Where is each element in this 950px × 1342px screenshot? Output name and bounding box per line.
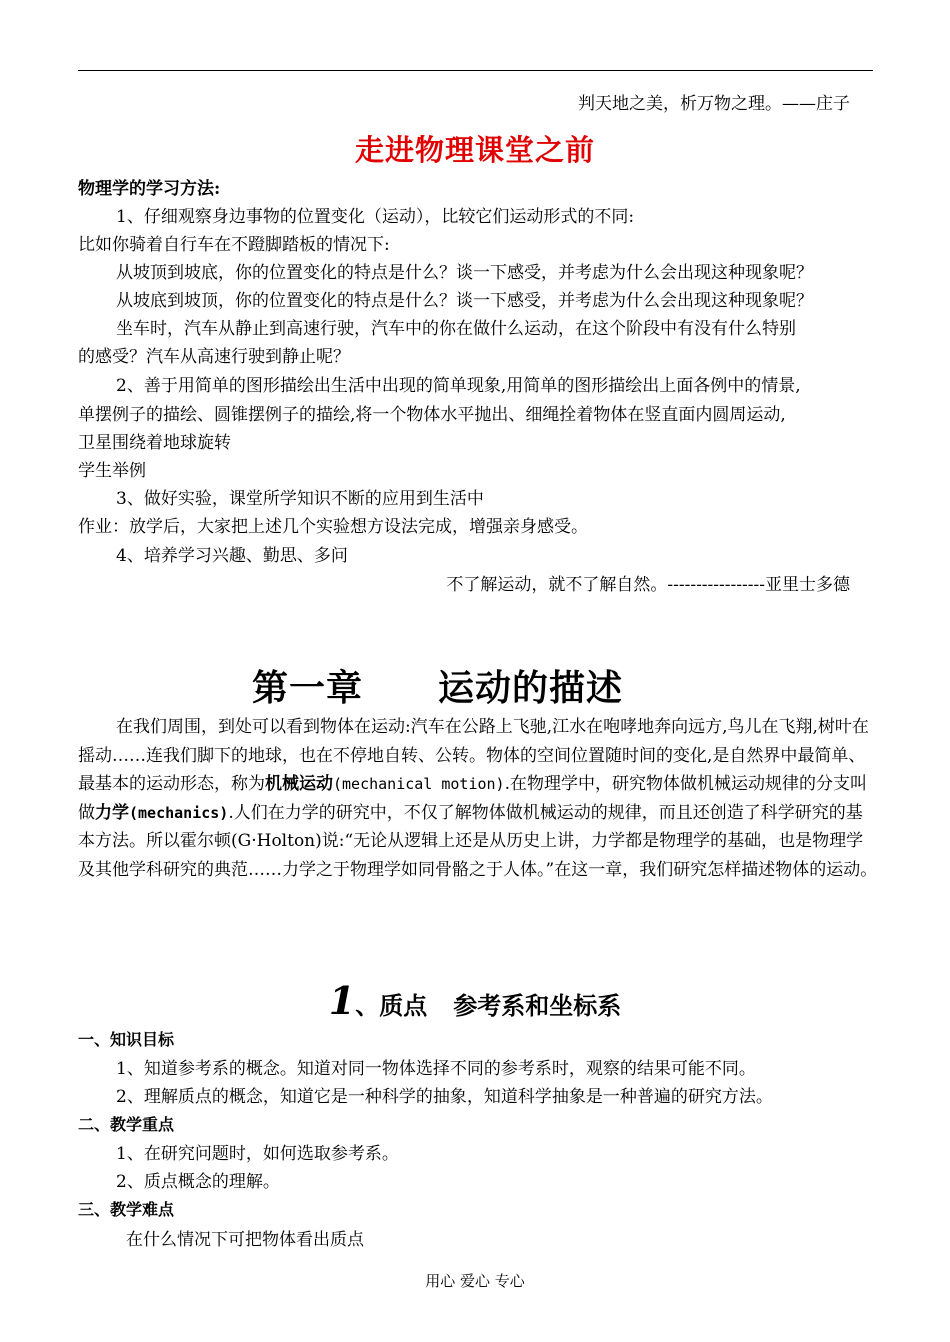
term-mechanical-motion: 机械运动 <box>265 774 333 795</box>
intro-line: 作业：放学后，大家把上述几个实验想方设法完成，增强亲身感受。 <box>78 517 588 537</box>
intro-line: 单摆例子的描绘、圆锥摆例子的描绘,将一个物体水平抛出、细绳拴着物体在竖直面内圆周运动, <box>78 405 786 425</box>
chapter-label: 第一章 <box>251 668 363 709</box>
term-mechanical-motion-en: (mechanical motion) <box>333 775 505 794</box>
intro-line: 学生举例 <box>78 461 146 481</box>
chapter-name: 运动的描述 <box>438 668 624 709</box>
section-name-1: 质点 <box>379 992 428 1020</box>
goal-item: 2、理解质点的概念，知道它是一种科学的抽象，知道科学抽象是一种普遍的研究方法。 <box>116 1087 773 1107</box>
key-point-item: 2、质点概念的理解。 <box>116 1172 280 1192</box>
difficulty-heading: 三、教学难点 <box>78 1200 175 1219</box>
epigraph-top: 判天地之美，析万物之理。——庄子 <box>578 94 850 114</box>
intro-line: 3、做好实验，课堂所学知识不断的应用到生活中 <box>116 489 484 509</box>
knowledge-goals-heading: 一、知识目标 <box>78 1030 175 1049</box>
intro-line: 坐车时，汽车从静止到高速行驶，汽车中的你在做什么运动，在这个阶段中有没有什么特别 <box>116 319 796 339</box>
epigraph-bottom: 不了解运动，就不了解自然。-----------------亚里士多德 <box>446 575 850 595</box>
difficulty-item: 在什么情况下可把物体看出质点 <box>126 1230 364 1250</box>
key-points-heading: 二、教学重点 <box>78 1115 175 1134</box>
page-title: 走进物理课堂之前 <box>354 133 595 167</box>
intro-line: 从坡底到坡顶，你的位置变化的特点是什么？谈一下感受，并考虑为什么会出现这种现象呢？ <box>116 291 813 311</box>
section-title: 1、质点 参考系和坐标系 <box>328 978 622 1023</box>
intro-line: 比如你骑着自行车在不蹬脚踏板的情况下: <box>78 235 390 255</box>
term-mechanics: 力学 <box>95 802 129 823</box>
intro-line: 1、仔细观察身边事物的位置变化（运动），比较它们运动形式的不同: <box>116 207 635 227</box>
term-mechanics-en: (mechanics) <box>129 803 229 822</box>
intro-line: 4、培养学习兴趣、勤思、多问 <box>116 546 348 566</box>
intro-line: 2、善于用简单的图形描绘出生活中出现的简单现象,用简单的图形描绘出上面各例中的情景, <box>116 376 801 396</box>
method-heading: 物理学的学习方法: <box>78 179 221 199</box>
section-number: 1 <box>328 978 356 1023</box>
goal-item: 1、知道参考系的概念。知道对同一物体选择不同的参考系时，观察的结果可能不同。 <box>116 1059 756 1079</box>
intro-line: 卫星围绕着地球旋转 <box>78 433 231 453</box>
intro-line: 的感受？汽车从高速行驶到静止呢？ <box>78 347 350 367</box>
chapter-title <box>0 660 875 711</box>
section-name-2: 参考系和坐标系 <box>453 992 622 1020</box>
intro-line: 从坡顶到坡底，你的位置变化的特点是什么？谈一下感受，并考虑为什么会出现这种现象呢？ <box>116 263 813 283</box>
key-point-item: 1、在研究问题时，如何选取参考系。 <box>116 1144 399 1164</box>
page-footer: 用心 爱心 专心 <box>425 1272 525 1290</box>
chapter-intro-paragraph: 在我们周围，到处可以看到物体在运动:汽车在公路上飞驰,江水在咆哮地奔向远方,鸟儿在飞翔,树叶在摇动……连我们脚下的地球，也在不停地自转、公转。物体的空间位置随时间的变化,是自然界中最简单、最基本的运动形态，称为机械运动(mechanical motion).在物理学中，研究物体做机械运动规律的分支叫做力学(mechanics).人们在力学的研究中，不仅了解物体做机械运动的规律，而且还创造了科学研究的基本方法。所以霍尔顿(G·Holton)说:“无论从逻辑上还是从历史上讲，力学都是物理学的基础，也是物理学及其他学科研究的典范……力学之于物理学如同骨骼之于人体。”在这一章，我们研究怎样描述物体的运动。 <box>78 717 878 880</box>
header-rule <box>78 70 873 71</box>
